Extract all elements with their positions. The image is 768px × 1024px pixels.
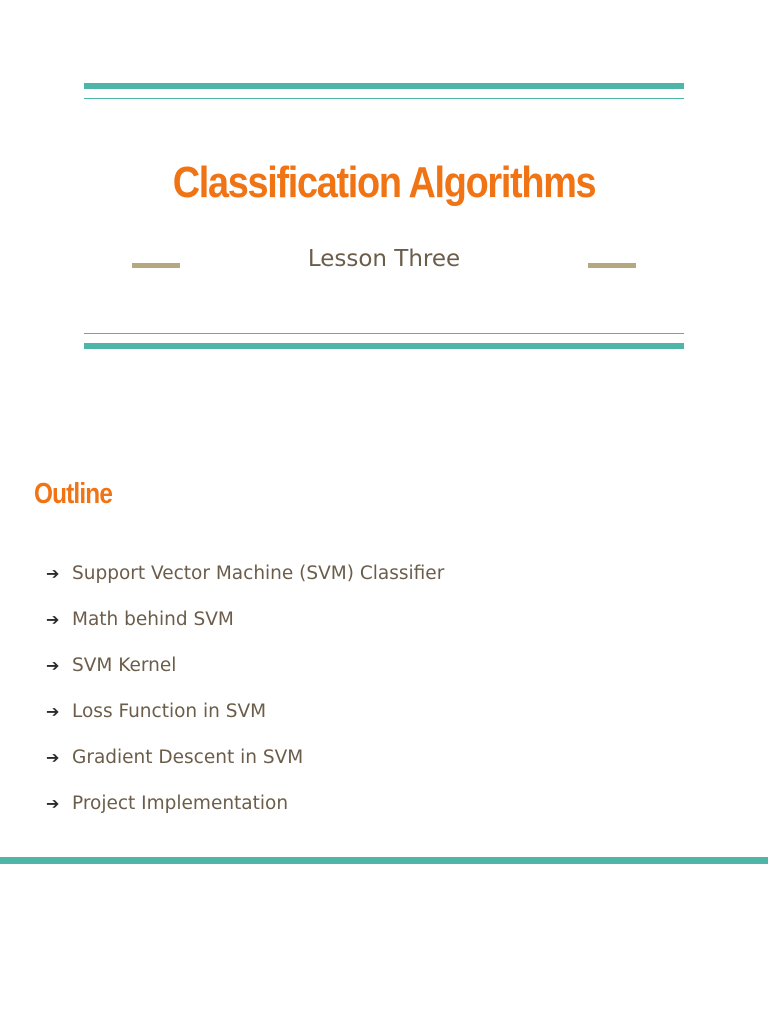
- slide-title: Classification Algorithms: [172, 158, 596, 207]
- top-thin-rule: [84, 98, 684, 99]
- arrow-right-icon: ➔: [46, 794, 60, 813]
- list-item: [46, 652, 444, 698]
- outline-heading: Outline: [34, 478, 113, 510]
- list-item-text: Loss Function in SVM: [72, 701, 267, 722]
- arrow-right-icon: ➔: [46, 748, 60, 767]
- list-item-text: Math behind SVM: [72, 609, 234, 630]
- list-item-text: Gradient Descent in SVM: [72, 747, 304, 768]
- arrow-right-icon: ➔: [46, 610, 60, 629]
- list-item-text: Support Vector Machine (SVM) Classifier: [72, 563, 445, 584]
- list-item: [46, 744, 444, 790]
- outline-list: [46, 560, 444, 836]
- bottom-thin-rule: [84, 333, 684, 334]
- arrow-right-icon: ➔: [46, 656, 60, 675]
- list-item: [46, 698, 444, 744]
- slide-divider: [0, 857, 768, 864]
- list-item: [46, 790, 444, 836]
- title-slide: [0, 0, 768, 430]
- list-item: [46, 560, 444, 606]
- slide-subtitle: Lesson Three: [307, 246, 461, 272]
- list-item-text: Project Implementation: [72, 793, 289, 814]
- subtitle-right-dash: [588, 263, 636, 268]
- list-item: [46, 606, 444, 652]
- top-thick-rule: [84, 83, 684, 89]
- list-item-text: SVM Kernel: [72, 655, 177, 676]
- bottom-thick-rule: [84, 343, 684, 349]
- outline-slide: [0, 430, 768, 870]
- arrow-right-icon: ➔: [46, 702, 60, 721]
- arrow-right-icon: ➔: [46, 564, 60, 583]
